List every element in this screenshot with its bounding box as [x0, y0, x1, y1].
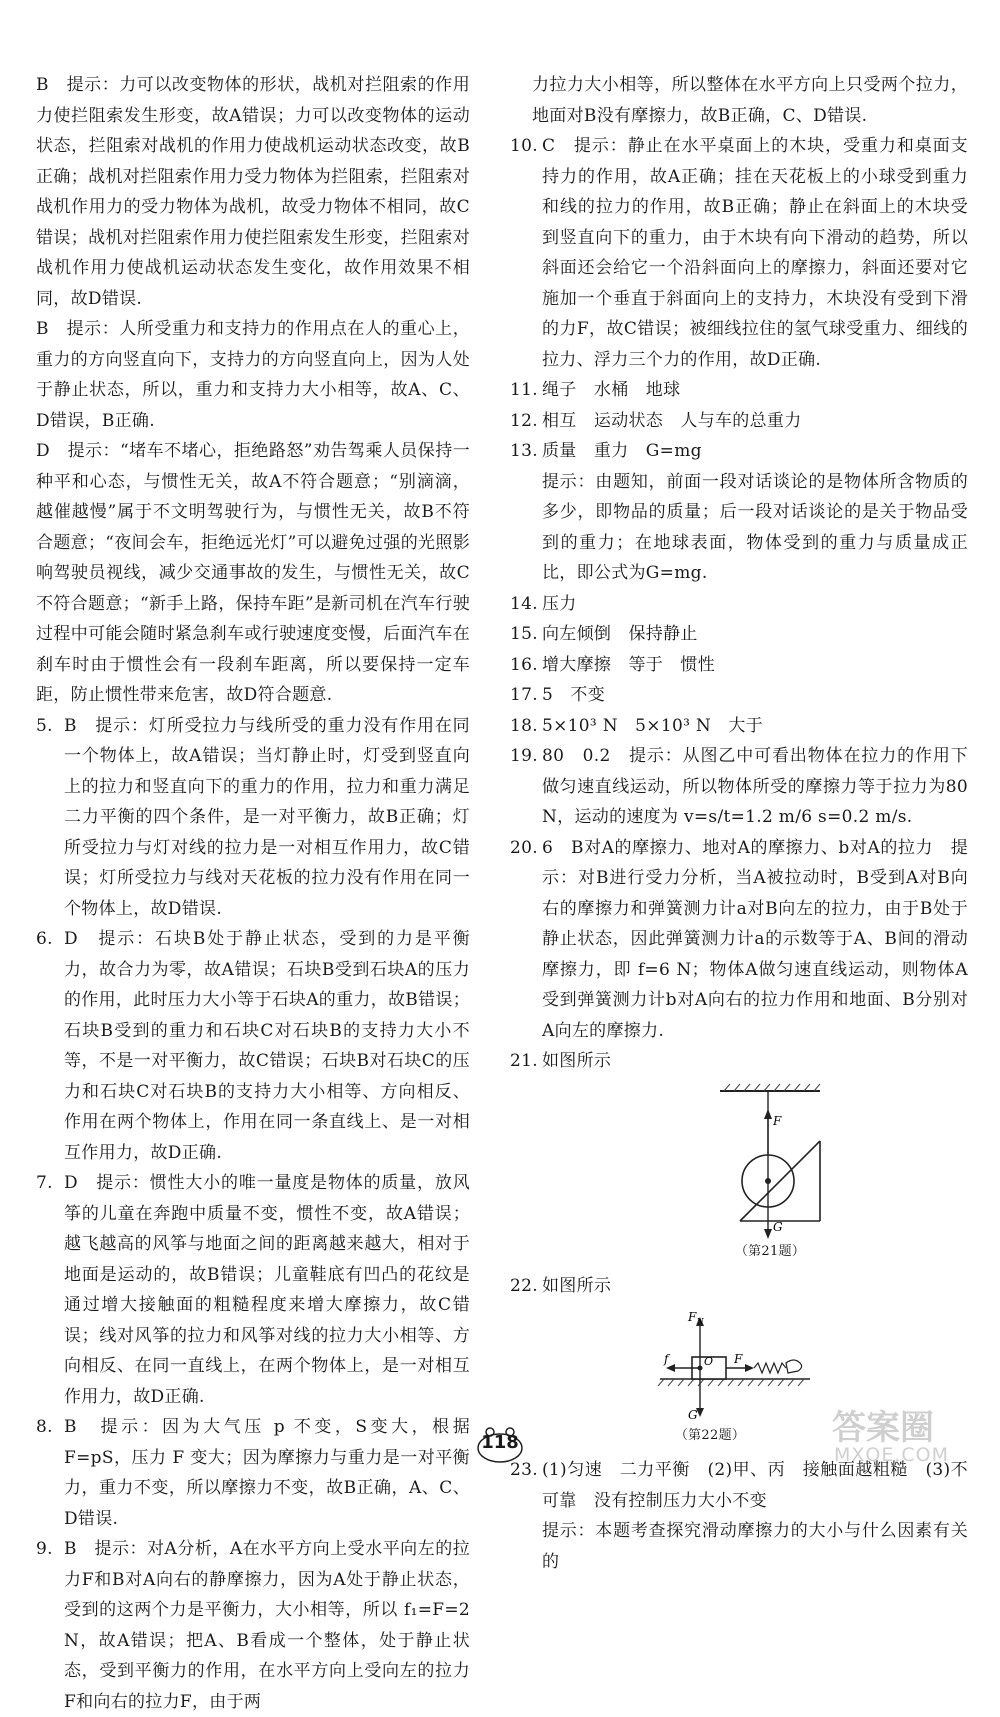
force-diagram-block-spring [650, 1307, 840, 1427]
answer-item-continued [510, 70, 968, 131]
figure-22 [650, 1307, 840, 1445]
answer-text: B 提示：力可以改变物体的形状，战机对拦阻索的作用力使拦阻索发生形变，故A错误；力可以改变物体的运动状态，拦阻索对战机的作用力使战机运动状态改变，故B正确；战机对拦阻索作用力受力物体为拦阻索，拦阻索对战机作用力的受力物体为战机，故受力物体不相同，故C错误；战机对拦阻索作用力使拦阻索发生形变，拦阻索对战机作用力使战机运动状态发生变化，故作用效果不相同，故D错误. [36, 75, 470, 309]
answer-text: 80 0.2 提示：从图乙中可看出物体在拉力的作用下做匀速直线运动，所以物体所受的摩擦力等于拉力为80 N，运动的速度为 v=s/t=1.2 m/6 s=0.2 m/s. [542, 746, 968, 827]
figure-21-caption: （第21题） [734, 1243, 806, 1259]
answer-item [510, 375, 968, 406]
answer-item [36, 314, 470, 436]
answer-item [510, 1046, 968, 1077]
answer-number: 18. [510, 715, 538, 736]
answer-text: 增大摩擦 等于 惯性 [542, 654, 715, 675]
answer-item [510, 1271, 968, 1302]
answer-text: D 提示：石块B处于静止状态，受到的力是平衡力，故合力为零，故A错误；石块B受到石块A的压力的作用，此时压力大小等于石块A的重力，故B错误；石块B受到的重力和石块C对石块B的支持力大小不等，不是一对平衡力，故C错误；石块B对石块C的压力和石块C对石块B的支持力大小相等、方向相反、作用在两个物体上，作用在同一条直线上、是一对相互作用力，故D正确. [64, 929, 470, 1163]
answer-text: 绳子 水桶 地球 [542, 380, 681, 400]
figure-21 [710, 1083, 920, 1261]
answer-text: B 提示：因为大气压 p 不变，S变大，根据 F=pS，压力 F 变大；因为摩擦力与重力是一对平衡力，重力不变，所以摩擦力不变，故B正确，A、C、D错误. [64, 1417, 470, 1529]
label-FN-main: F [688, 1310, 697, 1324]
answer-number: 15. [510, 624, 538, 644]
watermark-logo [832, 1400, 992, 1470]
answer-text: B 提示：对A分析，A在水平方向上受水平向左的拉力F和B对A向右的静摩擦力，因为A处于静止状态，受到的这两个力是平衡力，大小相等，所以 f₁=F=2 N，故A错误；把A、B看成一个整体，处于静止状态，受到平衡力的作用，在水平方向上受向左的拉力F和向右的拉力F，由于两 [64, 1539, 470, 1712]
answer-item [36, 711, 470, 925]
answer-text: C 提示：静止在水平桌面上的木块，受重力和桌面支持力的作用，故A正确；挂在天花板上的小球受到重力和线的拉力的作用，故B正确；静止在斜面上的木块受到竖直向下的重力，由于木块有向下滑动的趋势，所以斜面还会给它一个沿斜面向上的摩擦力，斜面还要对它施加一个垂直于斜面向上的支持力，木块没有受到下滑的力F，故C错误；被细线拉住的氢气球受重力、细线的拉力、浮力三个力的作用，故D正确. [542, 136, 968, 370]
pull-arrow-head [745, 1364, 754, 1372]
answer-number: 23. [510, 1460, 538, 1480]
answer-text: 向左倾倒 保持静止 [542, 624, 698, 644]
page-number-text: 118 [481, 1432, 519, 1453]
answer-item-hint [510, 1516, 968, 1577]
answer-item [510, 619, 968, 650]
answer-text: 5 不变 [542, 685, 606, 705]
answer-item [36, 924, 470, 1168]
answer-number: 12. [510, 410, 538, 431]
answer-number: 17. [510, 685, 538, 705]
answer-item [36, 1412, 470, 1534]
answer-number: 13. [510, 441, 538, 461]
figure-22-caption: （第22题） [674, 1428, 746, 1443]
answer-number: 7. [36, 1173, 53, 1193]
answer-item-hint [510, 467, 968, 589]
answer-text: 如图所示 [542, 1051, 612, 1071]
answer-item [510, 680, 968, 711]
answer-number: 5. [36, 715, 53, 736]
answer-item [510, 741, 968, 833]
answer-number: 9. [36, 1539, 53, 1559]
answer-item [36, 1534, 470, 1717]
answer-text: 压力 [542, 593, 577, 614]
answer-item [36, 1168, 470, 1412]
answer-text: D 提示：惯性大小的唯一量度是物体的质量，放风筝的儿童在奔跑中质量不变，惯性不变，故A错误；越飞越高的风筝与地面之间的距离越来越大，相对于地面是运动的，故B错误；儿童鞋底有凹凸的花纹是通过增大接触面的粗糙程度来增大摩擦力，故C错误；线对风筝的拉力和风筝对线的拉力大小相等、方向相反、在同一直线上，在两个物体上，是一对相互作用力，故D正确. [64, 1173, 470, 1407]
answer-text: D 提示：“堵车不堵心，拒绝路怒”劝告驾乘人员保持一种平和心态，与惯性无关，故A不符合题意；“别滴滴，越催越慢”属于不文明驾驶行为，与惯性无关，故B不符合题意；“夜间会车，拒绝远光灯”可以避免过强的光照影响驾驶员视线，减少交通事故的发生，与惯性无关，故C不符合题意；“新手上路，保持车距”是新司机在汽车行驶过程中可能会随时紧急刹车或行驶速度变慢，后面汽车在刹车时由于惯性会有一段刹车距离，所以要保持一定车距，防止惯性带来危害，故D符合题意. [36, 441, 470, 705]
page-number [470, 1424, 530, 1464]
answer-text: 提示：本题考查探究滑动摩擦力的大小与什么因素有关的 [542, 1521, 968, 1572]
label-FN [687, 1310, 705, 1326]
answer-number: 10. [510, 136, 538, 156]
right-column [510, 70, 968, 1577]
watermark-line2: MXQE.COM [834, 1444, 950, 1466]
answer-number: 19. [510, 746, 538, 766]
answer-item [510, 131, 968, 375]
gravity-arrow-head [764, 1229, 772, 1239]
ground-hatch [658, 1379, 804, 1386]
tension-arrow-head [764, 1109, 772, 1119]
answer-text: 如图所示 [542, 1275, 612, 1296]
label-F: F [734, 1352, 743, 1366]
answer-number: 16. [510, 654, 538, 675]
answer-item [36, 436, 470, 711]
spring-coil [754, 1363, 786, 1373]
answer-text: (1)匀速 二力平衡 (2)甲、丙 接触面越粗糙 (3)不可靠 没有控制压力大小不变 [542, 1460, 968, 1511]
label-f: f [664, 1352, 669, 1366]
label-G: G [688, 1408, 698, 1422]
answer-number: 22. [510, 1275, 538, 1296]
answer-item [36, 70, 470, 314]
answer-number: 21. [510, 1051, 538, 1071]
answer-text: 提示：由题知，前面一段对话谈论的是物体所含物质的多少，即物品的质量；后一段对话谈论的是关于物品受到的重力；在地球表面，物体受到的重力与质量成正比，即公式为G=mg. [542, 471, 968, 583]
answer-text: 力拉力大小相等，所以整体在水平方向上只受两个拉力，地面对B没有摩擦力，故B正确，C、D错误. [532, 75, 968, 126]
answer-item [510, 711, 968, 742]
answer-text: 质量 重力 G=mg [542, 441, 702, 461]
label-O: O [704, 1355, 714, 1368]
left-column [36, 70, 470, 1717]
ceiling-hatch [724, 1084, 820, 1091]
answer-text: B 提示：人所受重力和支持力的作用点在人的重心上，重力的方向竖直向下，支持力的方向竖直向上，因为人处于静止状态，所以，重力和支持力大小相等，故A、C、D错误，B正确. [36, 319, 470, 431]
answer-text: 5×10³ N 5×10³ N 大于 [542, 715, 763, 736]
answer-item [510, 406, 968, 437]
hand-shape [786, 1360, 802, 1373]
answer-number: 6. [36, 929, 53, 949]
label-FN-sub: N [696, 1317, 704, 1326]
answer-text: 6 B对A的摩擦力、地对A的摩擦力、b对A的拉力 提示：对B进行受力分析，当A被拉动时，B受到A对B向右的摩擦力和弹簧测力计a对B向左的拉力，由于B处于静止状态，因此弹簧测力计a的示数等于A、B间的滑动摩擦力，即 f=6 N；物体A做匀速直线运动，则物体A受到弹簧测力计b对A向右的拉力作用和地面、B分别对A向左的摩擦力. [542, 837, 968, 1041]
force-diagram-ball-on-incline [710, 1083, 910, 1243]
answer-item [510, 650, 968, 681]
answer-text: 相互 运动状态 人与车的总重力 [542, 410, 802, 431]
answer-item [510, 436, 968, 467]
incline-hypotenuse [740, 1141, 820, 1221]
answer-item [510, 833, 968, 1047]
label-G: G [773, 1219, 783, 1234]
answer-number: 11. [510, 380, 538, 400]
answer-number: 20. [510, 837, 538, 858]
answer-number: 8. [36, 1417, 53, 1437]
label-F: F [773, 1113, 782, 1128]
watermark-line1: 答案圈 [832, 1408, 934, 1448]
answer-item [510, 589, 968, 620]
answer-text: B 提示：灯所受拉力与线所受的重力没有作用在同一个物体上，故A错误；当灯静止时，灯受到竖直向上的拉力和竖直向下的重力的作用，拉力和重力满足二力平衡的四个条件，是一对平衡力，故B正确；灯所受拉力与灯对线的拉力是一对相互作用力，故C错误；灯所受拉力与线对天花板的拉力没有作用在同一个物体上，故D错误. [64, 715, 470, 919]
answer-number: 14. [510, 593, 538, 614]
